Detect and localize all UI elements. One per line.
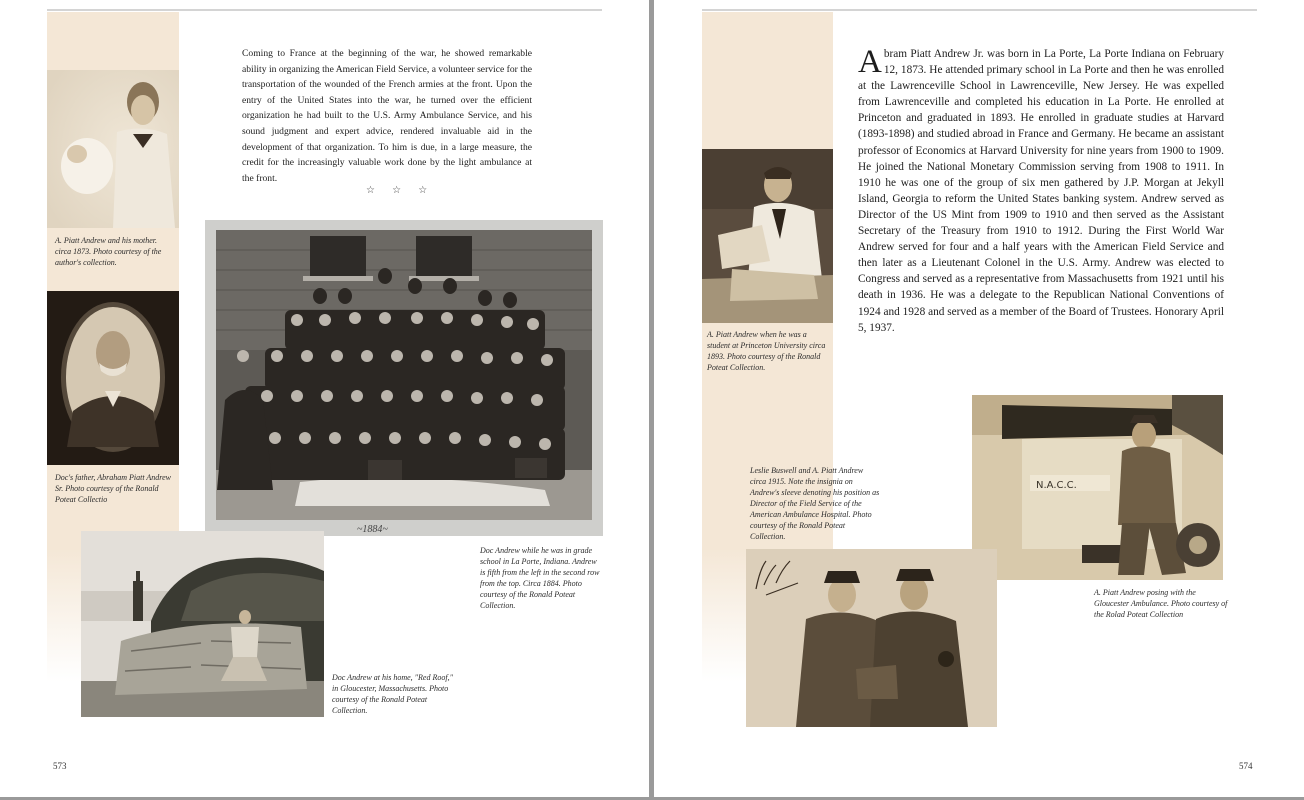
caption-buswell: Leslie Buswell and A. Piatt Andrew circa 1915. Note the insignia on Andrew's sleeve denoting his position as Director of the Field Service of the American Ambulance Hospital. Photo courtesy of the Ronald Poteat Collection. (750, 466, 880, 541)
caption-father: Doc's father, Abraham Piatt Andrew Sr. Photo courtesy of the Ronald Poteat Collectio (55, 473, 172, 504)
photo-buswell-and-andrew (746, 549, 997, 727)
class-photo-inscription: ~1884~ (357, 524, 388, 535)
photo-gloucester-ambulance (972, 395, 1223, 580)
top-rule (47, 9, 602, 11)
truck-plate-text: N.A.C.C. (1036, 480, 1077, 491)
caption-home: Doc Andrew at his home, "Red Roof," in Gloucester, Massachusetts. Photo courtesy of the Ronald Poteat Collection. (332, 673, 453, 715)
caption-ambulance: A. Piatt Andrew posing with the Gloucester Ambulance. Photo courtesy of the Rolad Poteat Collection (1094, 588, 1228, 619)
caption-school: Doc Andrew while he was in grade school in La Porte, Indiana. Andrew is fifth from the left in the second row from the top. Circa 1884. Photo courtesy of the Ronald Poteat Collection. (480, 546, 600, 610)
page-number-right: 574 (1239, 761, 1253, 771)
photo-mother-and-child (47, 70, 179, 228)
left-page (0, 0, 649, 797)
bio-paragraph (858, 46, 1224, 336)
caption-mother: A. Piatt Andrew and his mother. circa 1873. Photo courtesy of the author's collection. (55, 236, 162, 267)
top-rule (702, 9, 1257, 11)
caption-princeton: A. Piatt Andrew when he was a student at Princeton University circa 1893. Photo courtesy of the Ronald Poteat Collection. (707, 330, 826, 372)
photo-princeton-student (702, 149, 833, 323)
page-number-left: 573 (53, 761, 67, 771)
bio-text: bram Piatt Andrew Jr. was born in La Porte, La Porte Indiana on February 12, 1873. He attended primary school in La Porte and then he was enrolled at the Lawrenceville School in Lawrenceville, New Jersey. He was expelled from Lawrenceville and completed his education in La Porte. He enrolled at Princeton and graduated in 1893. He enrolled in graduate studies at Harvard (1893-1898) and studied abroad in France and Germany. He became an assistant professor of Economics at Harvard University for nine years from 1900 to 1909. He joined the National Monetary Commission serving from 1908 to 1911. In 1910 he was one of the group of six men gathered by J.P. Morgan at Jekyll Island, Georgia to reform the United States banking system. Andrew served as Director of the US Mint from 1909 to 1910 and then served as the Assistant Secretary of the Treasury from 1910 to 1912. During the First World War Andrew served for four and a half years with the American Field Service and then later as a Lieutenant Colonel in the U.S. Army. Andrew was elected to Congress and served as a representative from Massachusetts from 1921 until his death in 1936. He was a delegate to the Republican National Conventions of 1924 and 1928 and served as a member of the Board of Trustees. Honorary April 5, 1937. (858, 48, 1224, 334)
intro-paragraph: Coming to France at the beginning of the war, he showed remarkable ability in organizing the American Field Service, a volunteer service for the transportation of the wounded of the French armies at the front. Upon the entry of the United States into the war, he turned over the efficient organization he had built to the U.S. Army Ambulance Service, and his sound judgment and expert advice, rendered invaluable aid in the development of that organization. To him is due, in a large measure, the credit for the increasingly valuable work done by the light ambulance at the front. (242, 48, 532, 184)
section-separator: ☆ ☆ ☆ (366, 185, 435, 196)
photo-father-oval (47, 291, 179, 465)
right-page (654, 0, 1304, 797)
photo-red-roof-home (81, 531, 324, 717)
photo-school-class (205, 220, 603, 536)
drop-cap: A (858, 44, 882, 80)
